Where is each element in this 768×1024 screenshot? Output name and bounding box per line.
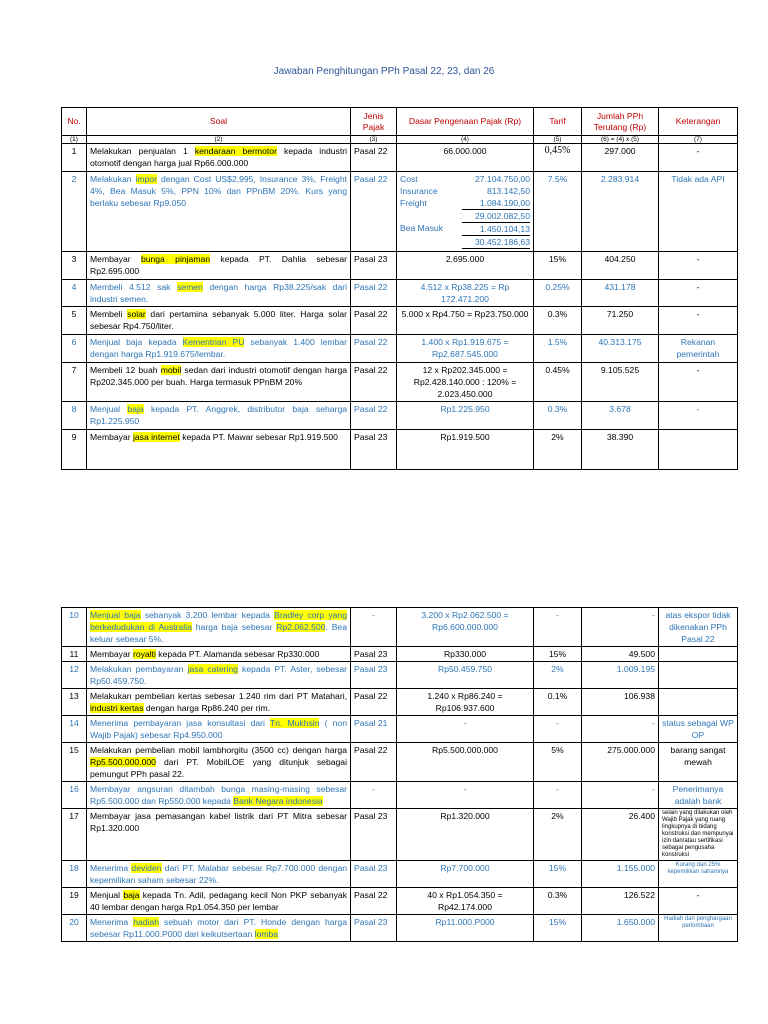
table-row [62, 279, 738, 307]
header-jumlah-pph: Jumlah PPh Terutang (Rp) [582, 108, 659, 136]
table-row [62, 743, 738, 782]
bea-masuk-label: Bea Masuk [400, 223, 443, 234]
row-jenis: Pasal 22 [351, 689, 397, 716]
soal-highlight: royalti [132, 649, 156, 659]
row-jenis: - [351, 782, 397, 809]
row-soal [87, 430, 351, 470]
soal-text: Membeli 4.512 sak [90, 281, 177, 292]
soal-text: Melakukan pembayaran [90, 664, 188, 674]
table-row [62, 662, 738, 689]
soal-highlight: impor [135, 173, 158, 184]
row-jumlah: - [582, 716, 659, 743]
header-soal: Soal [87, 108, 351, 136]
row-tarif: 0.1% [534, 689, 582, 716]
soal-highlight: industri kertas [90, 703, 144, 713]
soal-text: kepada PT. Aster, sebesar Rp50.459.750. [90, 664, 347, 686]
row-no: 8 [62, 402, 87, 430]
column-index-row [62, 136, 738, 144]
table-row [62, 171, 738, 252]
row-soal [87, 662, 351, 689]
row-soal [87, 915, 351, 942]
row-dpp: 5.000 x Rp4.750 = Rp23.750.000 [397, 307, 534, 335]
row-soal [87, 402, 351, 430]
row-dpp: - [397, 782, 534, 809]
soal-text: dengan harga Rp38.225/sak dari industri semen. [90, 281, 347, 304]
row-soal [87, 335, 351, 363]
row-tarif: 0.25% [534, 279, 582, 307]
row-no: 12 [62, 662, 87, 689]
cost-value: 27.104.750,00 [475, 173, 530, 184]
header-row [62, 108, 738, 136]
row-soal [87, 144, 351, 172]
table-row [62, 144, 738, 172]
row-jumlah: 1.155.000 [582, 861, 659, 888]
soal-text: harga baja sebesar [191, 622, 277, 632]
row-jenis: Pasal 23 [351, 809, 397, 861]
row-no: 19 [62, 888, 87, 915]
row-jumlah: 1.650.000 [582, 915, 659, 942]
row-dpp: 66.000.000 [397, 144, 534, 172]
row-jenis: Pasal 22 [351, 279, 397, 307]
soal-highlight: Rp2.062.500 [276, 622, 326, 632]
soal-highlight: bunga pinjaman [140, 254, 211, 265]
header-jenis-pajak: Jenis Pajak [351, 108, 397, 136]
row-keterangan: Rekanan pemerintah [659, 335, 738, 363]
soal-text: Menerima [90, 863, 132, 873]
row-keterangan: - [659, 307, 738, 335]
soal-text: Melakukan pembelian kertas sebesar 1.240 rim dari PT Matahari, [90, 691, 347, 701]
header-no: No. [62, 108, 87, 136]
row-no: 18 [62, 861, 87, 888]
row-tarif: 15% [534, 647, 582, 662]
soal-text: Membeli [90, 309, 128, 320]
table-row [62, 252, 738, 280]
row-tarif: 5% [534, 743, 582, 782]
insurance-label: Insurance [400, 185, 438, 196]
row-jenis: Pasal 22 [351, 144, 397, 172]
soal-highlight: kendaraan bermotor [194, 146, 277, 157]
row-keterangan [659, 647, 738, 662]
row-tarif: 2% [534, 809, 582, 861]
row-dpp: Rp1.320.000 [397, 809, 534, 861]
soal-highlight: solar [127, 309, 146, 320]
soal-text: kepada industri otomotif dengan harga jual Rp66.000.000 [90, 146, 348, 169]
row-no: 15 [62, 743, 87, 782]
row-dpp: Rp5.500.000.000 [397, 743, 534, 782]
soal-text: Melakukan penjualan 1 [90, 146, 195, 157]
freight-label: Freight [400, 197, 427, 208]
soal-highlight: hadiah [133, 917, 160, 927]
row-soal [87, 647, 351, 662]
soal-text: Membayar [90, 649, 133, 659]
soal-text: dari pertamina sebanyak 5.000 liter. Harga solar sebesar Rp4.750/liter. [90, 309, 347, 332]
row-keterangan: - [659, 144, 738, 172]
row-keterangan: - [659, 252, 738, 280]
row-jenis: Pasal 22 [351, 743, 397, 782]
row-tarif: 0.3% [534, 888, 582, 915]
soal-highlight: jasa internet [132, 432, 180, 442]
table-row [62, 861, 738, 888]
soal-highlight: mobil [160, 364, 182, 375]
table-row [62, 430, 738, 470]
soal-highlight: Menjual baja [90, 610, 141, 620]
row-no: 13 [62, 689, 87, 716]
soal-highlight: semen [177, 281, 203, 292]
row-keterangan [659, 430, 738, 470]
row-no: 10 [62, 608, 87, 647]
soal-highlight: Bradley corp yang berkedudukan di Australia [90, 610, 347, 632]
row-jenis: Pasal 23 [351, 252, 397, 280]
row-tarif: 15% [534, 861, 582, 888]
row-tarif: 15% [534, 915, 582, 942]
row-dpp: Rp7.700.000 [397, 861, 534, 888]
row-jumlah: 2.283.914 [582, 171, 659, 252]
row-jumlah: 404.250 [582, 252, 659, 280]
row-keterangan: - [659, 402, 738, 430]
row-no: 1 [62, 144, 87, 172]
row-jumlah: 431.178 [582, 279, 659, 307]
table-row [62, 915, 738, 942]
soal-highlight: deviden [131, 863, 162, 873]
row-keterangan: - [659, 888, 738, 915]
row-dpp: 2.695.000 [397, 252, 534, 280]
table-row [62, 647, 738, 662]
total-value: 30.452.186,63 [462, 235, 530, 248]
row-soal [87, 782, 351, 809]
soal-text: kepada PT. Anggrek, distributor baja seharga Rp1.225.950 [90, 404, 347, 427]
soal-text: Menjual [90, 890, 124, 900]
row-soal [87, 608, 351, 647]
soal-text: Melakukan pembelian mobil lambhorgitu (3500 cc) dengan harga [90, 745, 347, 755]
pph-table-part-2 [61, 607, 738, 942]
row-dpp: 1.240 x Rp86.240 = Rp106.937.600 [397, 689, 534, 716]
row-jenis: Pasal 23 [351, 647, 397, 662]
row-tarif: 0.45% [534, 362, 582, 402]
soal-text: kepada PT. Alamanda sebesar Rp330.000 [155, 649, 320, 659]
row-keterangan: selain yang dilakukan oleh Wajib Pajak yang ruang lingkupnya di bidang konstruksi dan mempunyai izin dan/atau sertifikasi sebagai pengusaha konstruksi [659, 809, 738, 861]
row-keterangan: Hadiah dan penghargaan perlombaan [659, 915, 738, 942]
table-row [62, 402, 738, 430]
table-row [62, 335, 738, 363]
row-dpp: 3.200 x Rp2.062.500 = Rp6.600.000.000 [397, 608, 534, 647]
row-keterangan: - [659, 279, 738, 307]
row-jumlah: 40.313.175 [582, 335, 659, 363]
row-no: 11 [62, 647, 87, 662]
row-jumlah: - [582, 782, 659, 809]
row-tarif: - [534, 608, 582, 647]
table-row [62, 689, 738, 716]
table-row [62, 362, 738, 402]
col-index: (7) [659, 136, 738, 144]
soal-text: Menerima [90, 917, 134, 927]
row-soal [87, 743, 351, 782]
row-jenis: - [351, 608, 397, 647]
row-jumlah: 38.390 [582, 430, 659, 470]
row-no: 20 [62, 915, 87, 942]
row-dpp: 12 x Rp202.345.000 = Rp2.428.140.000 : 120% = 2.023.450.000 [397, 362, 534, 402]
header-tarif: Tarif [534, 108, 582, 136]
col-index: (3) [351, 136, 397, 144]
row-soal [87, 171, 351, 252]
row-keterangan: - [659, 362, 738, 402]
row-no: 6 [62, 335, 87, 363]
row-dpp [397, 171, 534, 252]
row-tarif: 0.3% [534, 402, 582, 430]
row-no: 16 [62, 782, 87, 809]
bea-masuk-value: 1.450.104,13 [462, 222, 530, 235]
soal-text: Menjual baja kepada [90, 337, 183, 348]
soal-highlight: Kementrian PU [182, 337, 245, 348]
row-jumlah: 275.000.000 [582, 743, 659, 782]
row-jenis: Pasal 23 [351, 662, 397, 689]
col-index: (4) [397, 136, 534, 144]
import-calculation [400, 173, 530, 249]
row-jumlah: 297.000 [582, 144, 659, 172]
soal-text: Membayar [90, 432, 133, 442]
page-title: Jawaban Penghitungan PPh Pasal 22, 23, dan 26 [273, 66, 495, 77]
soal-text: ( non Wajib Pajak) sebesar Rp4.950.000 [90, 718, 347, 740]
table-row [62, 888, 738, 915]
row-jenis: Pasal 22 [351, 335, 397, 363]
row-soal [87, 689, 351, 716]
row-dpp: Rp1.919.500 [397, 430, 534, 470]
row-no: 9 [62, 430, 87, 470]
row-jumlah: 126.522 [582, 888, 659, 915]
row-jumlah: 71.250 [582, 307, 659, 335]
pph-table-part-1 [61, 107, 738, 470]
row-jenis: Pasal 22 [351, 888, 397, 915]
soal-highlight: lomba [254, 929, 279, 939]
col-index: (1) [62, 136, 87, 144]
header-dpp: Dasar Pengenaan Pajak (Rp) [397, 108, 534, 136]
row-dpp: Rp11.000.P000 [397, 915, 534, 942]
soal-text: sebanyak 1.400 lembar dengan harga Rp1.919.675/lembar. [90, 337, 347, 360]
soal-text: . Bea keluar sebesar 5%. [90, 622, 347, 644]
table-row [62, 307, 738, 335]
row-soal [87, 362, 351, 402]
row-keterangan [659, 689, 738, 716]
subtotal-value: 29.002.082,50 [462, 209, 530, 222]
row-dpp: 4.512 x Rp38.225 = Rp 172.471.200 [397, 279, 534, 307]
row-jenis: Pasal 21 [351, 716, 397, 743]
soal-text: Menerima pembayaran jasa konsultasi dari [90, 718, 270, 728]
row-dpp: - [397, 716, 534, 743]
row-soal [87, 716, 351, 743]
soal-highlight: Bank Negara indonesia [233, 796, 323, 806]
row-jenis: Pasal 23 [351, 430, 397, 470]
soal-text: kepada PT. Mawar sebesar Rp1.919.500 [179, 432, 338, 442]
freight-value: 1.084.190,00 [462, 197, 530, 210]
soal-text: dari PT. MobilLOE yang ditunjuk sebagai pemungut PPh pasal 22. [90, 757, 347, 779]
row-jenis: Pasal 23 [351, 861, 397, 888]
row-no: 3 [62, 252, 87, 280]
row-jenis: Pasal 22 [351, 307, 397, 335]
row-soal [87, 888, 351, 915]
row-no: 4 [62, 279, 87, 307]
row-tarif: 2% [534, 662, 582, 689]
row-jumlah: - [582, 608, 659, 647]
row-jenis: Pasal 22 [351, 362, 397, 402]
soal-highlight: Rp5.500.000.000 [90, 757, 156, 767]
soal-text: Melakukan [90, 173, 136, 184]
row-tarif: - [534, 716, 582, 743]
row-jenis: Pasal 22 [351, 171, 397, 252]
row-dpp: Rp50.459.750 [397, 662, 534, 689]
row-tarif: 7.5% [534, 171, 582, 252]
row-keterangan: status sebagai WP OP [659, 716, 738, 743]
soal-text: kepada PT. Dahlia sebesar Rp2.695.000 [90, 254, 347, 277]
row-jumlah: 26.400 [582, 809, 659, 861]
row-soal [87, 307, 351, 335]
header-keterangan: Keterangan [659, 108, 738, 136]
row-tarif: 15% [534, 252, 582, 280]
row-jumlah: 1.009.195 [582, 662, 659, 689]
row-no: 7 [62, 362, 87, 402]
soal-text: dengan harga Rp86.240 per rim. [143, 703, 271, 713]
table-row [62, 782, 738, 809]
soal-text: dari PT. Malabar sebesar Rp7.700.000 dengan kepemilikan saham sebesar 22%. [90, 863, 348, 885]
soal-text: sedan dari industri otomotif dengan harga Rp202.345.000 per buah. Harga termasuk PPnBM 20% [90, 364, 347, 387]
soal-text: sebanyak 3.200 lembar kepada [140, 610, 275, 620]
cost-label: Cost [400, 173, 418, 184]
row-keterangan: barang sangat mewah [659, 743, 738, 782]
table-row [62, 716, 738, 743]
row-soal [87, 861, 351, 888]
row-tarif: 0,45% [534, 144, 582, 172]
table-row [62, 608, 738, 647]
row-jumlah: 106.938 [582, 689, 659, 716]
row-dpp: Rp1.225.950 [397, 402, 534, 430]
row-tarif: 1.5% [534, 335, 582, 363]
row-keterangan: atas ekspor tidak dikenakan PPh Pasal 22 [659, 608, 738, 647]
row-soal [87, 279, 351, 307]
row-soal: Membayar jasa pemasangan kabel listrik dari PT Mitra sebesar Rp1.320.000 [87, 809, 351, 861]
row-jumlah: 3.678 [582, 402, 659, 430]
soal-text: Menjual [90, 404, 128, 415]
row-jenis: Pasal 22 [351, 402, 397, 430]
row-no: 14 [62, 716, 87, 743]
soal-text: kepada Tn. Adil, pedagang kecil Non PKP sebanyak 40 lembar dengan harga Rp1.054.350 per lembar [90, 890, 347, 912]
row-no: 17 [62, 809, 87, 861]
row-keterangan: Kurang dari 25% kepemilikan sahamnya [659, 861, 738, 888]
soal-text: sebuah motor dari PT. Honde dengan harga sebesar Rp11.000.P000 dari keikutsertaan [90, 917, 347, 939]
soal-highlight: baja [127, 404, 144, 415]
insurance-value: 813.142,50 [486, 185, 530, 196]
row-jenis: Pasal 23 [351, 915, 397, 942]
soal-text: dengan Cost US$2,995, Insurance 3%, Freight 4%, Bea Masuk 5%, PPN 10% dan PPnBM 20%. Kurs yang berlaku sebesar Rp9.050 [90, 173, 347, 208]
row-tarif: 0.3% [534, 307, 582, 335]
col-index: (5) [534, 136, 582, 144]
soal-highlight: baja [123, 890, 140, 900]
col-index: (2) [87, 136, 351, 144]
row-dpp: Rp330.000 [397, 647, 534, 662]
table-row [62, 809, 738, 861]
row-keterangan [659, 662, 738, 689]
soal-highlight: Tn. Mukhsin [269, 718, 320, 728]
row-dpp: 1.400 x Rp1.919.675 = Rp2.687.545.000 [397, 335, 534, 363]
row-soal [87, 252, 351, 280]
soal-text: Membeli 12 buah [90, 364, 161, 375]
row-keterangan: Tidak ada API [659, 171, 738, 252]
col-index: (6) = (4) x (5) [582, 136, 659, 144]
row-tarif: - [534, 782, 582, 809]
soal-text: Membayar angsuran ditambah bunga masing-masing sebesar Rp5.500.000 dan Rp550.000 kepada [90, 784, 347, 806]
row-keterangan: Penerimanya adalah bank [659, 782, 738, 809]
row-dpp: 40 x Rp1.054.350 = Rp42.174.000 [397, 888, 534, 915]
soal-text: Membayar [90, 254, 141, 265]
row-no: 2 [62, 171, 87, 252]
soal-highlight: jasa catering [187, 664, 238, 674]
row-tarif: 2% [534, 430, 582, 470]
row-jumlah: 9.105.525 [582, 362, 659, 402]
row-jumlah: 49.500 [582, 647, 659, 662]
row-no: 5 [62, 307, 87, 335]
